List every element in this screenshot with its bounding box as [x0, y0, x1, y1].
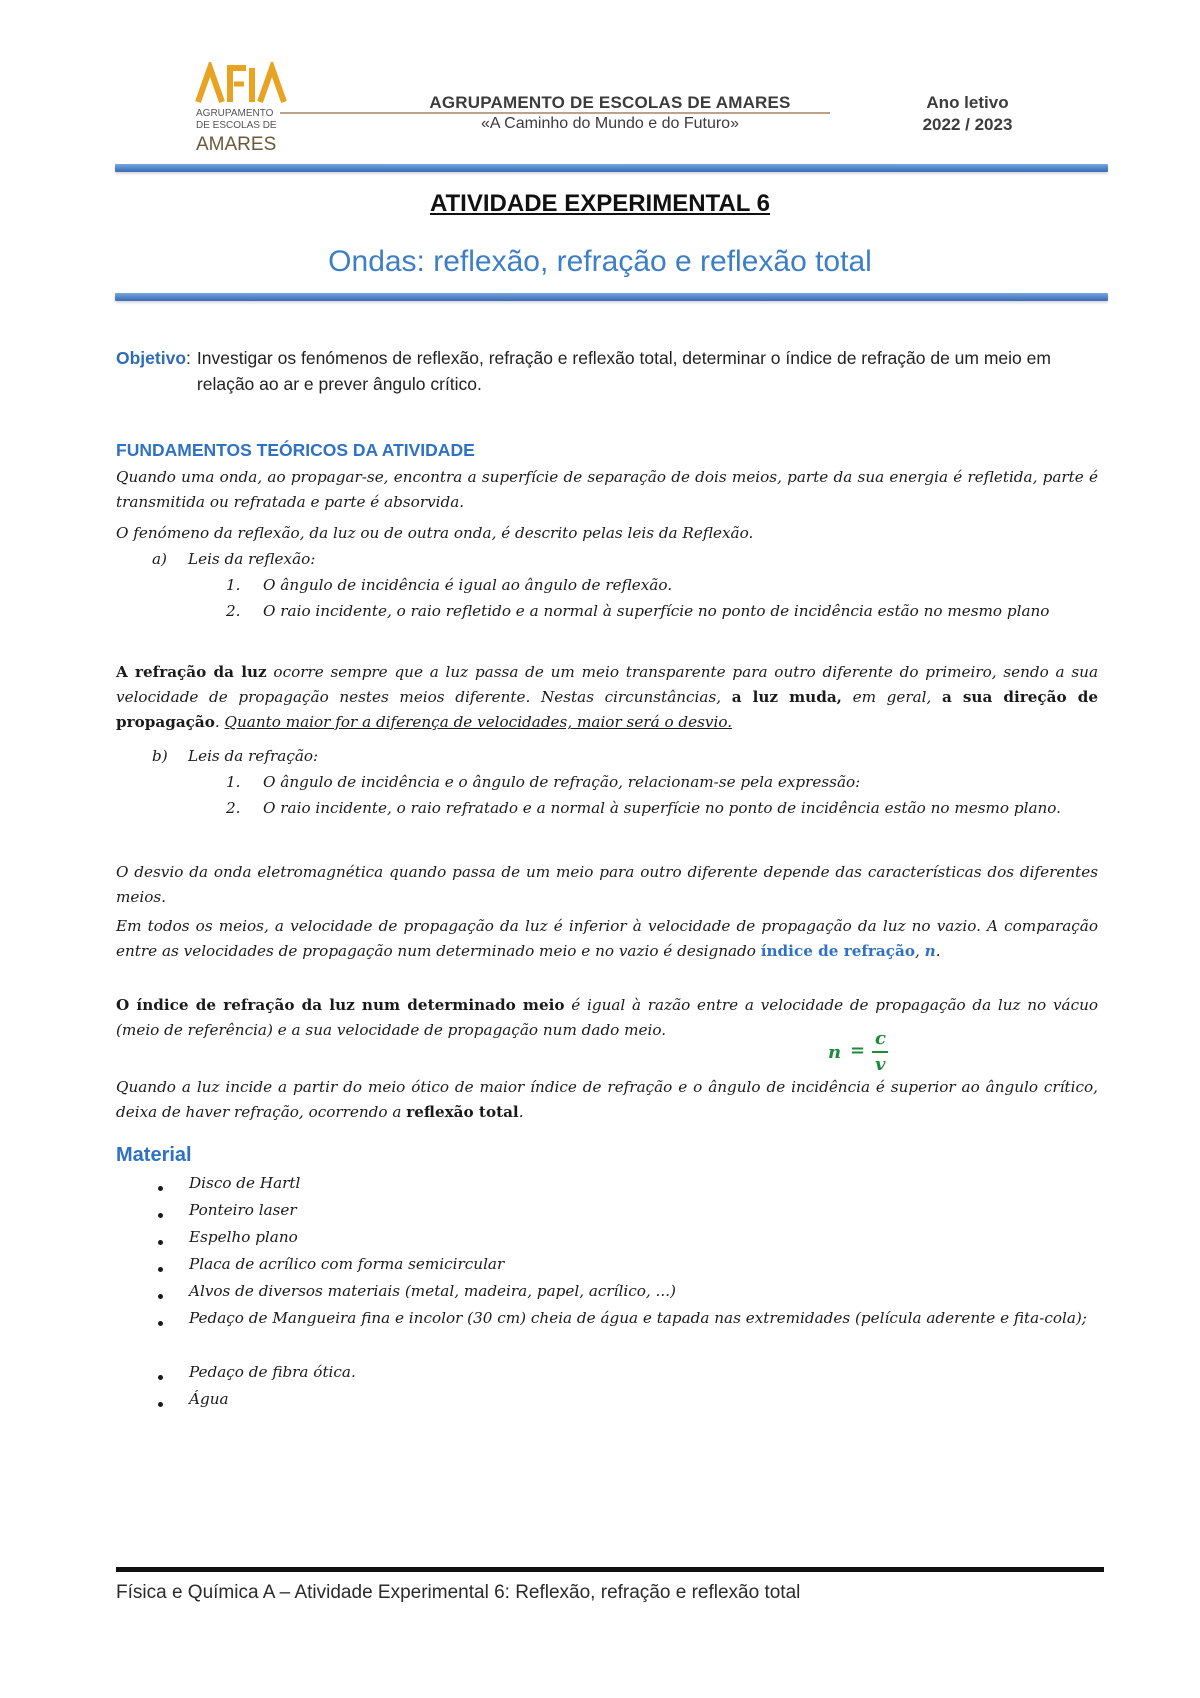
p7-text: Quando a luz incide a partir do meio ótico de maior índice de refração e o ângulo de incidência é superior ao ângulo crítico, deixa de haver refração, ocorrendo a: [116, 1078, 1098, 1121]
objective-text: Investigar os fenómenos de reflexão, refração e reflexão total, determinar o índice de refração de um meio em relação ao ar e prever ângulo crítico.: [196, 348, 1051, 394]
theory-paragraph-5: [116, 914, 1098, 964]
footer-rule: [116, 1567, 1104, 1572]
logo-text-1: AGRUPAMENTO: [196, 108, 274, 119]
title-rule-bottom: [115, 293, 1108, 301]
activity-subtitle: Ondas: reflexão, refração e reflexão total: [328, 245, 872, 278]
refraction-law-2-number: 2.: [226, 799, 241, 817]
p3-underline: Quanto maior for a diferença de velocidades, maior será o desvio.: [224, 713, 733, 731]
reflection-law-2: O raio incidente, o raio refletido e a normal à superfície no ponto de incidência estão no mesmo plano: [263, 602, 1050, 620]
theory-paragraph-6: [116, 993, 1098, 1043]
material-item: Espelho plano: [189, 1228, 298, 1246]
p3-bold-3: a sua direção de propagação: [116, 688, 1098, 731]
reflection-laws-label: Leis da reflexão:: [188, 550, 316, 568]
reflection-law-1: O ângulo de incidência é igual ao ângulo de reflexão.: [263, 576, 673, 594]
p5-text-1: Em todos os meios, a velocidade de propagação da luz é inferior à velocidade de propagação da luz no vazio. A comparação entre as velocidades de propagação num determinado meio e no vazio é designado: [116, 917, 1098, 960]
objective-colon: :: [186, 348, 191, 368]
refraction-law-1: O ângulo de incidência e o ângulo de refração, relacionam-se pela expressão:: [263, 773, 861, 791]
theory-heading: FUNDAMENTOS TEÓRICOS DA ATIVIDADE: [116, 440, 475, 460]
page-footer: Física e Química A – Atividade Experimental 6: Reflexão, refração e reflexão total: [116, 1582, 801, 1603]
material-item: Alvos de diversos materiais (metal, madeira, papel, acrílico, ...): [189, 1282, 676, 1300]
objective-label: Objetivo: [116, 348, 187, 368]
theory-paragraph-7: [116, 1075, 1098, 1125]
bullet-icon: [158, 1267, 163, 1272]
p3-text-3: .: [214, 713, 225, 731]
formula-denominator: v: [875, 1054, 886, 1075]
refraction-law-2: O raio incidente, o raio refratado e a normal à superfície no ponto de incidência estão no mesmo plano.: [263, 799, 1062, 817]
material-item: Pedaço de Mangueira fina e incolor (30 cm) cheia de água e tapada nas extremidades (película aderente e fita-cola);: [189, 1309, 1087, 1327]
school-year: [900, 92, 1035, 136]
school-motto: «A Caminho do Mundo e do Futuro»: [481, 115, 739, 132]
logo-text-2: DE ESCOLAS DE: [196, 120, 277, 131]
refraction-law-1-number: 1.: [226, 773, 241, 791]
refraction-laws-label: Leis da refração:: [188, 747, 319, 765]
p7-end: .: [518, 1103, 524, 1121]
bullet-icon: [158, 1402, 163, 1407]
formula-lhs: n: [828, 1042, 842, 1063]
p6-bold: O índice de refração da luz num determinado meio: [116, 996, 565, 1014]
school-name: AGRUPAMENTO DE ESCOLAS DE AMARES: [429, 93, 791, 112]
year-value: 2022 / 2023: [922, 115, 1013, 134]
logo-text-3: AMARES: [196, 134, 277, 155]
bullet-icon: [158, 1213, 163, 1218]
total-reflection-bold: reflexão total: [406, 1103, 519, 1121]
refraction-index-formula: [828, 1024, 898, 1080]
theory-paragraph-1: Quando uma onda, ao propagar-se, encontra a superfície de separação de dois meios, parte da sua energia é refletida, parte é transmitida ou refratada e parte é absorvida.: [116, 468, 1098, 511]
list-marker-b: b): [152, 747, 168, 765]
formula-numerator: c: [875, 1028, 886, 1049]
reflection-law-1-number: 1.: [226, 576, 241, 594]
p5-text-2: ,: [914, 942, 925, 960]
year-label: Ano letivo: [926, 93, 1009, 112]
p6-text: é igual à razão entre a velocidade de propagação da luz no vácuo (meio de referência) e a sua velocidade de propagação num dado meio.: [116, 996, 1099, 1039]
theory-paragraph-3: [116, 660, 1098, 735]
refraction-bold: A refração da luz: [116, 663, 267, 681]
activity-title: ATIVIDADE EXPERIMENTAL 6: [429, 190, 771, 217]
bullet-icon: [158, 1294, 163, 1299]
bullet-icon: [158, 1186, 163, 1191]
school-block: [390, 93, 830, 133]
formula-equals: =: [850, 1040, 866, 1061]
title-rule-top: [115, 164, 1108, 172]
material-item: Placa de acrílico com forma semicircular: [189, 1255, 505, 1273]
refraction-index-symbol: n: [924, 942, 936, 960]
material-item: Água: [189, 1390, 229, 1408]
list-marker-a: a): [152, 550, 167, 568]
p3-bold-2: a luz muda,: [731, 688, 842, 706]
material-item: Pedaço de fibra ótica.: [189, 1363, 356, 1381]
material-item: Disco de Hartl: [189, 1174, 301, 1192]
bullet-icon: [158, 1240, 163, 1245]
material-item: Ponteiro laser: [189, 1201, 297, 1219]
bullet-icon: [158, 1321, 163, 1326]
refraction-index-term: índice de refração: [760, 942, 915, 960]
p3-text-1: ocorre sempre que a luz passa de um meio transparente para outro diferente do primeiro, sendo a sua velocidade de propagação nestes meios diferente. Nestas circunstâncias,: [116, 663, 1098, 706]
theory-paragraph-2: O fenómeno da reflexão, da luz ou de outra onda, é descrito pelas leis da Reflexão.: [116, 524, 754, 542]
p5-text-3: .: [935, 942, 941, 960]
bullet-icon: [158, 1375, 163, 1380]
objective: [116, 345, 1096, 397]
formula-fraction-bar: [872, 1051, 888, 1053]
reflection-law-2-number: 2.: [226, 602, 241, 620]
p3-text-2: em geral,: [841, 688, 942, 706]
theory-paragraph-4: O desvio da onda eletromagnética quando passa de um meio para outro diferente depende das características dos diferentes meios.: [116, 863, 1098, 906]
material-heading: Material: [116, 1144, 192, 1166]
